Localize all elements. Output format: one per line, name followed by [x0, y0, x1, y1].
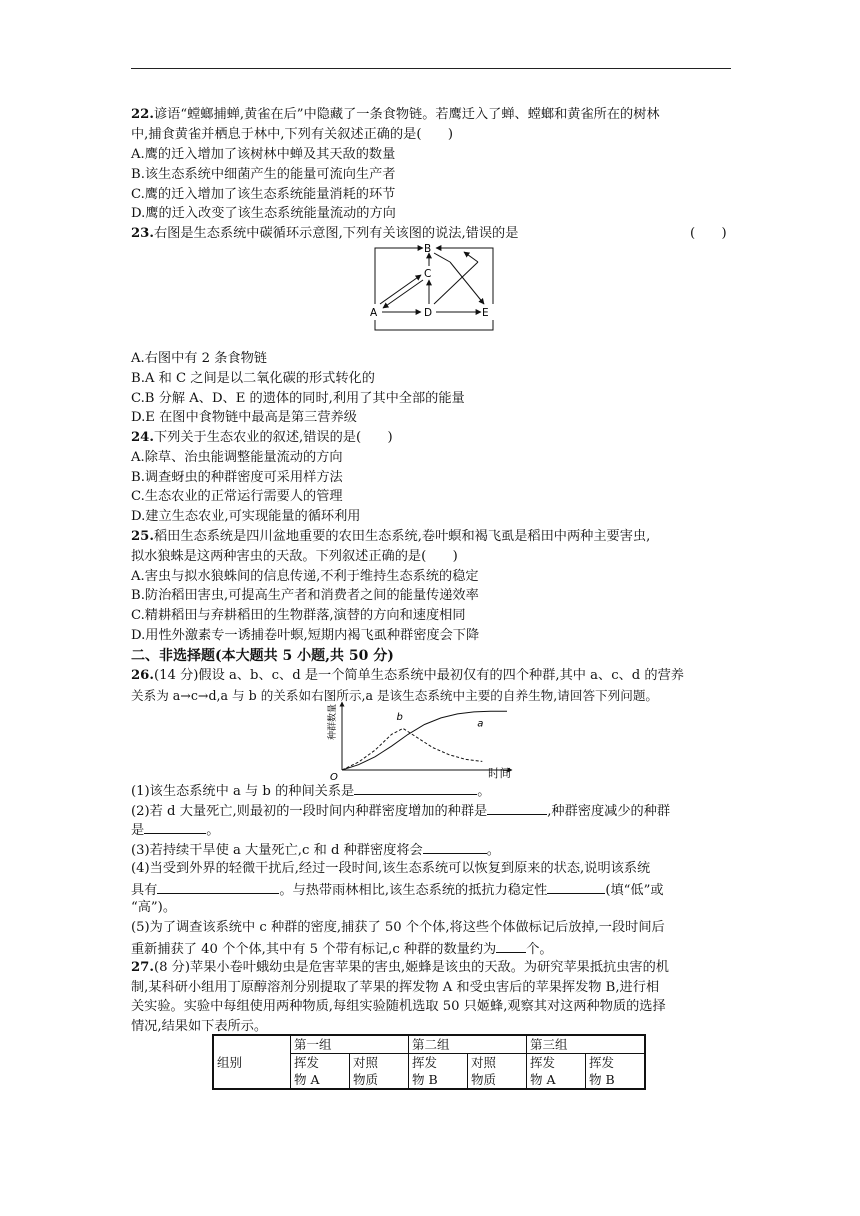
q25-option-c: C.精耕稻田与弃耕稻田的生物群落,演替的方向和速度相同	[131, 608, 466, 623]
q22-option-a: A.鹰的迁入增加了该树林中蝉及其天敌的数量	[131, 147, 396, 162]
table-row-header: 组别	[213, 1035, 291, 1089]
table-col-1: 挥发 物 A	[291, 1054, 350, 1090]
answer-blank-2b[interactable]	[144, 820, 206, 834]
q22-option-c: C.鹰的迁入增加了该生态系统能量消耗的环节	[131, 187, 396, 202]
q26-sub1: (1)该生态系统中 a 与 b 的种间关系是 。	[131, 781, 490, 801]
q23-option-a: A.右图中有 2 条食物链	[131, 351, 267, 366]
q25-stem-line1: 25.稻田生态系统是四川盆地重要的农田生态系统,卷叶螟和褐飞虱是稻田中两种主要害虫,	[131, 529, 651, 544]
q27-stem-line2: 制,某科研小组用丁原醇溶剂分别提取了苹果的挥发物 A 和受虫害后的苹果挥发物 B,进行相	[131, 980, 660, 995]
q23-option-d: D.E 在图中食物链中最高是第三营养级	[131, 410, 357, 425]
diagram-node-d: D	[424, 307, 433, 319]
q27-number: 27.	[131, 960, 154, 975]
carbon-cycle-diagram	[368, 240, 504, 335]
q22-stem-line1: 22.谚语“螳螂捕蝉,黄雀在后”中隐藏了一条食物链。若鹰迁入了蝉、螳螂和黄雀所在的树林	[131, 107, 660, 122]
answer-blank-3[interactable]	[423, 840, 487, 854]
q26-sub4-line2: 具有 。与热带雨林相比,该生态系统的抵抗力稳定性 (填“低”或	[131, 880, 664, 900]
q23-option-b: B.A 和 C 之间是以二氧化碳的形式转化的	[131, 371, 375, 386]
q24-option-a: A.除草、治虫能调整能量流动的方向	[131, 450, 343, 465]
series-line-b	[342, 728, 482, 770]
q24-option-c: C.生态农业的正常运行需要人的管理	[131, 489, 343, 504]
q26-stem-line2: 关系为 a→c→d,a 与 b 的关系如右图所示,a 是该生态系统中主要的自养生物,请回答下列问题。	[131, 688, 659, 703]
q27-stem-line1: 27.(8 分)苹果小卷叶蛾幼虫是危害苹果的害虫,姬蜂是该虫的天敌。为研究苹果抵抗虫害的机	[131, 960, 669, 975]
q26-sub5-line1: (5)为了调查该系统中 c 种群的密度,捕获了 50 个个体,将这些个体做标记后放掉,一段时间后	[131, 920, 665, 935]
table-col-5: 挥发 物 A	[527, 1054, 586, 1090]
diagram-node-b: B	[424, 243, 432, 255]
table-col-6: 挥发 物 B	[586, 1054, 646, 1090]
diagram-node-e: E	[482, 307, 489, 319]
q24-stem: 24.下列关于生态农业的叙述,错误的是( )	[131, 430, 393, 445]
header-rule	[131, 68, 731, 69]
q23-answer-paren: ( )	[690, 226, 727, 241]
series-label-b: b	[396, 711, 403, 723]
q27-stem-line4: 情况,结果如下表所示。	[131, 1019, 268, 1034]
section-heading: 二、非选择题(本大题共 5 小题,共 50 分)	[131, 648, 394, 664]
table-col-4: 对照 物质	[468, 1054, 527, 1090]
table-col-3: 挥发 物 B	[409, 1054, 468, 1090]
q22-number: 22.	[131, 107, 154, 122]
table-group-1: 第一组	[291, 1035, 409, 1054]
q24-option-b: B.调查蚜虫的种群密度可采用样方法	[131, 470, 343, 485]
q25-option-b: B.防治稻田害虫,可提高生产者和消费者之间的能量传递效率	[131, 588, 479, 603]
diagram-node-c: C	[424, 268, 432, 280]
table-col-2: 对照 物质	[350, 1054, 409, 1090]
answer-blank-2a[interactable]	[487, 801, 547, 815]
q25-number: 25.	[131, 529, 154, 544]
q27-stem-line3: 关实验。实验中每组使用两种物质,每组实验随机选取 50 只姬蜂,观察其对这两种物质的选择	[131, 999, 666, 1014]
q26-sub5-line2: 重新捕获了 40 个个体,其中有 5 个带有标记,c 种群的数量约为 个。	[131, 939, 553, 959]
q25-stem-line2: 拟水狼蛛是这两种害虫的天敌。下列叙述正确的是( )	[131, 549, 458, 564]
q23-number: 23.	[131, 226, 154, 241]
table-group-3: 第三组	[527, 1035, 646, 1054]
q26-stem-line1: 26.(14 分)假设 a、b、c、d 是一个简单生态系统中最初仅有的四个种群,其中 a、c、d 的营养	[131, 668, 684, 683]
q22-stem-line2: 中,捕食黄雀并栖息于林中,下列有关叙述正确的是( )	[131, 127, 453, 142]
q25-option-d: D.用性外激素专一诱捕卷叶螟,短期内褐飞虱种群密度会下降	[131, 628, 480, 643]
q24-option-d: D.建立生态农业,可实现能量的循环利用	[131, 509, 361, 524]
chart-origin-label: O	[330, 772, 338, 782]
q26-number: 26.	[131, 668, 154, 683]
q26-sub4-line3: “高”)。	[131, 900, 177, 915]
chart-y-label: 种群数量	[328, 703, 338, 740]
series-label-a: a	[477, 718, 484, 730]
answer-blank-4a[interactable]	[157, 880, 279, 894]
q26-sub4-line1: (4)当受到外界的轻微干扰后,经过一段时间,该生态系统可以恢复到原来的状态,说明该系统	[131, 861, 651, 876]
table-group-2: 第二组	[409, 1035, 527, 1054]
q26-sub2-line2: 是 。	[131, 820, 219, 840]
answer-blank-5[interactable]	[496, 939, 526, 953]
q22-option-b: B.该生态系统中细菌产生的能量可流向生产者	[131, 167, 396, 182]
q24-number: 24.	[131, 430, 154, 445]
chart-x-label: 时间	[488, 766, 511, 780]
diagram-node-a: A	[370, 307, 378, 319]
q23-option-c: C.B 分解 A、D、E 的遗体的同时,利用了其中全部的能量	[131, 391, 465, 406]
answer-blank-4b[interactable]	[547, 880, 605, 894]
q25-option-a: A.害虫与拟水狼蛛间的信息传递,不利于维持生态系统的稳定	[131, 569, 479, 584]
results-table	[212, 1034, 646, 1090]
q26-sub2-line1: (2)若 d 大量死亡,则最初的一段时间内种群密度增加的种群是 ,种群密度减少的种群	[131, 801, 670, 821]
q26-sub3: (3)若持续干旱使 a 大量死亡,c 和 d 种群密度将会 。	[131, 840, 500, 860]
chart-series-layer	[342, 711, 507, 770]
q23-stem: 23.右图是生态系统中碳循环示意图,下列有关该图的说法,错误的是	[131, 226, 519, 241]
answer-blank-1[interactable]	[354, 781, 477, 795]
q22-option-d: D.鹰的迁入改变了该生态系统能量流动的方向	[131, 206, 396, 221]
